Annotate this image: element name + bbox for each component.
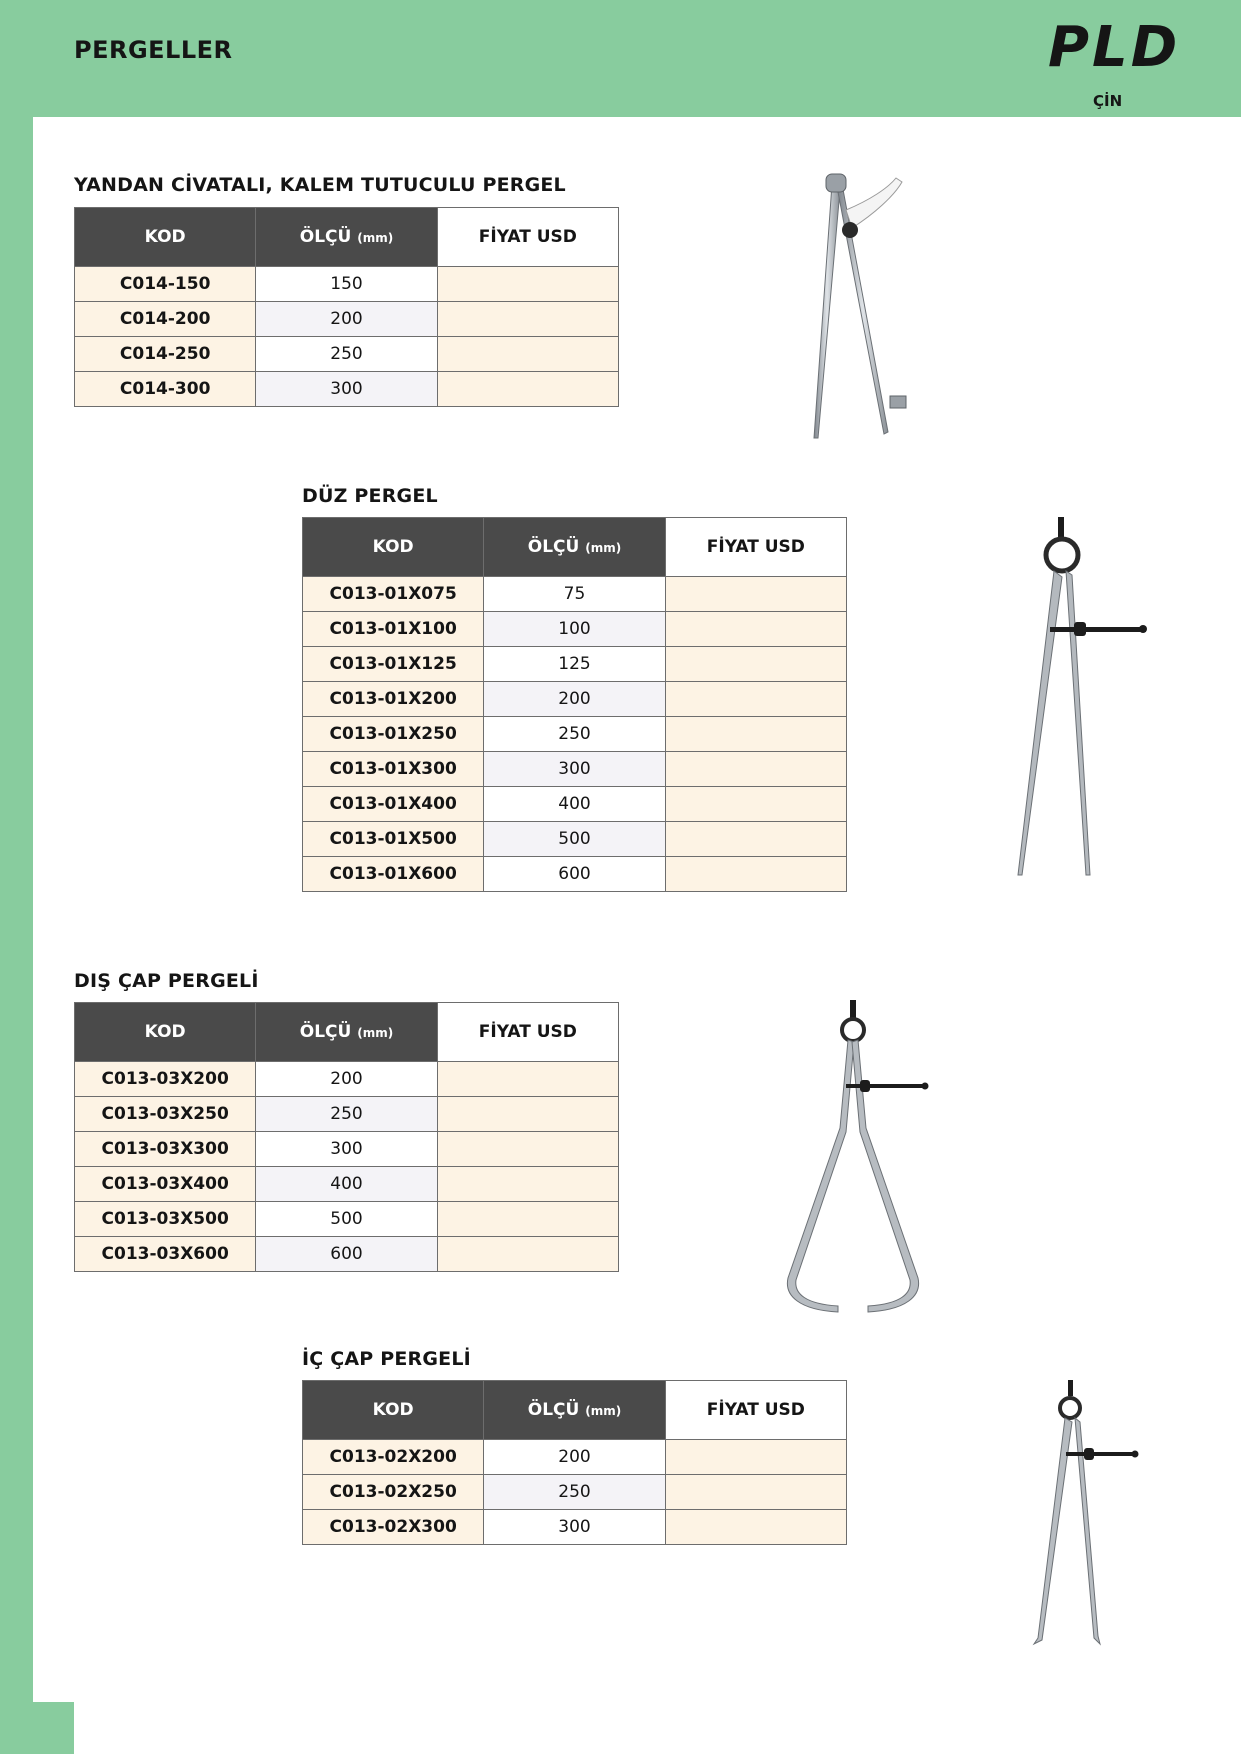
product-code-cell: C014-250 <box>75 337 256 372</box>
inside-caliper-icon <box>1030 1378 1140 1648</box>
table-row <box>75 1062 619 1097</box>
product-code-cell: C013-01X600 <box>303 857 484 892</box>
size-cell: 300 <box>484 752 665 787</box>
product-code-cell: C013-02X300 <box>303 1510 484 1545</box>
column-header-olcu <box>484 518 665 577</box>
product-code-cell: C013-01X125 <box>303 647 484 682</box>
olcu-unit: (mm) <box>357 1026 394 1040</box>
table-row <box>75 267 619 302</box>
price-cell <box>665 1475 846 1510</box>
table-row <box>303 682 847 717</box>
price-cell <box>437 1062 618 1097</box>
product-code-cell: C013-01X300 <box>303 752 484 787</box>
olcu-unit: (mm) <box>585 1404 622 1418</box>
product-code-cell: C013-01X250 <box>303 717 484 752</box>
size-cell: 200 <box>256 302 437 337</box>
table-header-row <box>303 1381 847 1440</box>
product-code-cell: C013-01X100 <box>303 612 484 647</box>
price-cell <box>437 1202 618 1237</box>
table-header-row <box>303 518 847 577</box>
page-title: PERGELLER <box>74 36 233 64</box>
price-cell <box>665 787 846 822</box>
size-cell: 250 <box>256 337 437 372</box>
price-cell <box>437 1167 618 1202</box>
price-cell <box>437 302 618 337</box>
table-row <box>303 647 847 682</box>
size-cell: 600 <box>256 1237 437 1272</box>
price-cell <box>665 717 846 752</box>
table-row <box>303 822 847 857</box>
price-table-dis-cap <box>74 1002 619 1272</box>
column-header-olcu <box>256 208 437 267</box>
size-cell: 150 <box>256 267 437 302</box>
product-code-cell: C013-01X075 <box>303 577 484 612</box>
product-code-cell: C013-01X400 <box>303 787 484 822</box>
olcu-label: ÖLÇÜ <box>527 537 580 557</box>
column-header-olcu <box>484 1381 665 1440</box>
size-cell: 125 <box>484 647 665 682</box>
table-row <box>303 612 847 647</box>
size-cell: 250 <box>256 1097 437 1132</box>
size-cell: 500 <box>256 1202 437 1237</box>
table-row <box>75 1202 619 1237</box>
price-cell <box>665 752 846 787</box>
table-header-row <box>75 208 619 267</box>
column-header-kod: KOD <box>75 208 256 267</box>
price-cell <box>665 1510 846 1545</box>
table-row <box>75 1167 619 1202</box>
table-row <box>303 857 847 892</box>
section-title-dis-cap: DIŞ ÇAP PERGELİ <box>74 970 259 992</box>
size-cell: 250 <box>484 717 665 752</box>
price-table-duz-pergel <box>302 517 847 892</box>
table-row <box>303 1475 847 1510</box>
footer-band <box>0 1702 74 1754</box>
brand-origin: ÇİN <box>1093 92 1123 110</box>
price-cell <box>437 1097 618 1132</box>
product-code-cell: C014-150 <box>75 267 256 302</box>
product-code-cell: C013-03X400 <box>75 1167 256 1202</box>
price-cell <box>665 577 846 612</box>
product-code-cell: C013-02X250 <box>303 1475 484 1510</box>
left-band <box>0 0 33 1754</box>
product-code-cell: C014-200 <box>75 302 256 337</box>
section-title-duz-pergel: DÜZ PERGEL <box>302 485 438 507</box>
size-cell: 200 <box>484 1440 665 1475</box>
product-code-cell: C013-03X200 <box>75 1062 256 1097</box>
compass-with-pencil-holder-icon <box>770 170 920 445</box>
table-row <box>75 337 619 372</box>
product-code-cell: C013-03X600 <box>75 1237 256 1272</box>
column-header-fiyat: FİYAT USD <box>665 518 846 577</box>
column-header-fiyat: FİYAT USD <box>437 208 618 267</box>
size-cell: 200 <box>484 682 665 717</box>
product-code-cell: C014-300 <box>75 372 256 407</box>
price-cell <box>665 647 846 682</box>
section-title-side-screw: YANDAN CİVATALI, KALEM TUTUCULU PERGEL <box>74 174 566 196</box>
product-code-cell: C013-02X200 <box>303 1440 484 1475</box>
size-cell: 400 <box>484 787 665 822</box>
spring-divider-icon <box>1010 515 1150 880</box>
size-cell: 300 <box>484 1510 665 1545</box>
product-code-cell: C013-01X200 <box>303 682 484 717</box>
column-header-olcu <box>256 1003 437 1062</box>
table-row <box>303 1510 847 1545</box>
price-table-side-screw <box>74 207 619 407</box>
column-header-fiyat: FİYAT USD <box>665 1381 846 1440</box>
price-cell <box>665 682 846 717</box>
table-row <box>75 1097 619 1132</box>
column-header-fiyat: FİYAT USD <box>437 1003 618 1062</box>
size-cell: 600 <box>484 857 665 892</box>
product-code-cell: C013-03X300 <box>75 1132 256 1167</box>
olcu-label: ÖLÇÜ <box>527 1400 580 1420</box>
table-row <box>303 577 847 612</box>
table-row <box>303 787 847 822</box>
price-cell <box>665 822 846 857</box>
price-cell <box>437 1237 618 1272</box>
price-cell <box>437 1132 618 1167</box>
price-cell <box>665 857 846 892</box>
product-code-cell: C013-01X500 <box>303 822 484 857</box>
table-row <box>75 302 619 337</box>
size-cell: 300 <box>256 1132 437 1167</box>
size-cell: 75 <box>484 577 665 612</box>
table-row <box>303 1440 847 1475</box>
product-code-cell: C013-03X500 <box>75 1202 256 1237</box>
brand-logo: PLD <box>1048 15 1181 80</box>
table-row <box>303 717 847 752</box>
column-header-kod: KOD <box>75 1003 256 1062</box>
section-title-ic-cap: İÇ ÇAP PERGELİ <box>302 1348 471 1370</box>
price-cell <box>665 612 846 647</box>
table-row <box>75 1237 619 1272</box>
product-code-cell: C013-03X250 <box>75 1097 256 1132</box>
size-cell: 400 <box>256 1167 437 1202</box>
size-cell: 300 <box>256 372 437 407</box>
olcu-label: ÖLÇÜ <box>299 1022 352 1042</box>
size-cell: 200 <box>256 1062 437 1097</box>
price-cell <box>437 337 618 372</box>
size-cell: 250 <box>484 1475 665 1510</box>
table-header-row <box>75 1003 619 1062</box>
size-cell: 500 <box>484 822 665 857</box>
olcu-unit: (mm) <box>357 231 394 245</box>
table-row <box>75 1132 619 1167</box>
column-header-kod: KOD <box>303 518 484 577</box>
column-header-kod: KOD <box>303 1381 484 1440</box>
table-row <box>303 752 847 787</box>
price-cell <box>437 267 618 302</box>
table-row <box>75 372 619 407</box>
outside-caliper-icon <box>780 998 930 1316</box>
olcu-unit: (mm) <box>585 541 622 555</box>
size-cell: 100 <box>484 612 665 647</box>
price-cell <box>665 1440 846 1475</box>
price-table-ic-cap <box>302 1380 847 1545</box>
olcu-label: ÖLÇÜ <box>299 227 352 247</box>
price-cell <box>437 372 618 407</box>
